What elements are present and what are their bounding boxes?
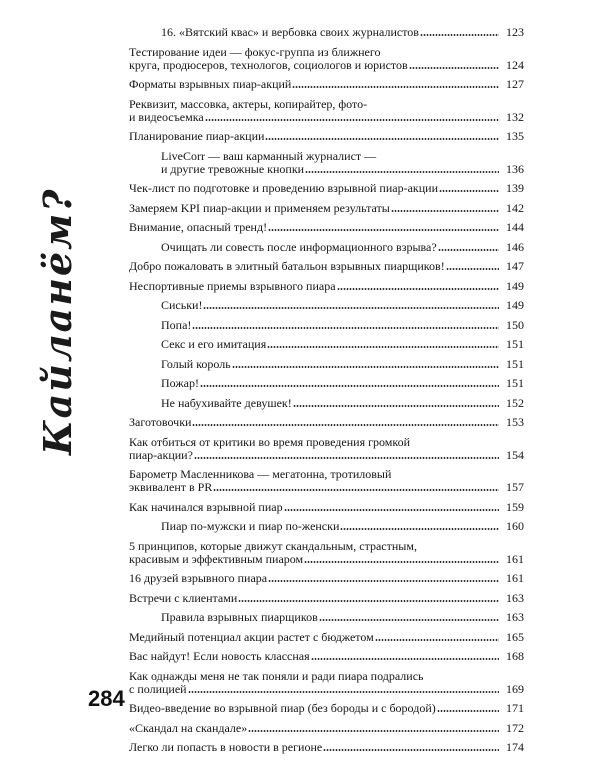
dot-leader [337,288,499,290]
toc-entry [129,280,524,293]
toc-entry [129,670,524,696]
toc-entry-page: 152 [506,395,524,410]
toc-entry-title-line: Форматы взрывных пиар-акций [129,78,292,91]
toc-entry [129,572,524,585]
dot-leader [194,457,499,459]
toc-entry [129,338,524,351]
toc-entry-page: 136 [506,161,524,176]
toc-entry-page: 123 [506,25,524,39]
toc-entry [129,592,524,605]
toc-entry-page: 151 [506,337,524,351]
dot-leader [304,561,499,563]
dot-leader [213,489,499,491]
toc-entry-title-line: «Скандал на скандале» [129,721,248,735]
toc-entry [129,741,524,754]
dot-leader [293,405,499,407]
dot-leader [323,749,499,751]
toc-entry-page: 157 [506,480,524,494]
toc-entry-title-line: Секс и его имитация [161,338,267,351]
toc-entry-title-line: Как отбиться от критики во время проведения громкой [129,434,411,449]
toc-entry-page: 124 [506,57,524,72]
toc-entry [129,468,524,494]
dot-leader [284,509,499,511]
dot-leader [248,730,499,732]
toc-entry-page: 142 [506,200,524,215]
dot-leader [205,119,499,121]
toc-entry-page: 149 [506,298,524,312]
toc-entry-title-line: Очищать ли совесть после информационного взрыва? [161,240,437,254]
toc-entry-page: 149 [506,278,524,293]
toc-entry-title-line: Видео-введение во взрывной пиар (без бороды и с бородой) [129,702,436,715]
dot-leader [292,86,499,88]
toc-entry-title-line: 16 друзей взрывного пиара [129,572,268,585]
toc-entry [129,722,524,735]
toc-entry-title-line: Голый король [161,357,231,371]
toc-entry [129,319,524,332]
toc-entry [129,650,524,663]
dot-leader [268,580,499,582]
toc-entry [129,520,524,533]
toc-entry-title-line: LiveCorr — ваш карманный журналист — [161,148,377,163]
toc-entry-page: 154 [506,447,524,462]
toc-entry-page: 171 [506,701,524,715]
dot-leader [420,34,499,36]
toc-entry-title-line: Тестирование идеи — фокус-группа из ближнего [129,44,381,59]
dot-leader [305,171,499,173]
dot-leader [319,619,499,621]
toc-entry [129,130,524,143]
page-number: 284 [88,686,125,711]
toc-entry-page: 163 [506,610,524,624]
toc-entry-title-line: и другие тревожные кнопки [161,162,305,176]
toc-entry-title-line: Неспортивные приемы взрывного пиара [129,279,336,293]
toc-entry-title-line: Как однажды меня не так поняли и ради пиара подрались [129,668,424,683]
toc-entry-title-line: Пиар по-мужски и пиар по-женски [161,520,340,533]
toc-entry-title-line: круга, продюсеров, технологов, социологов и юристов [129,58,408,72]
dot-leader [446,268,499,270]
side-title: Кайланём? [35,187,80,455]
toc-entry [129,358,524,371]
toc-entry [129,299,524,312]
toc-entry [129,377,524,390]
toc-entry-title-line: Правила взрывных пиарщиков [161,611,318,624]
toc-entry [129,202,524,215]
toc-entry-title-line: Барометр Масленникова — мегатонна, тротиловый [129,467,392,481]
toc-entry [129,611,524,624]
toc-entry-title-line: Чек-лист по подготовке и проведению взрывной пиар-акции [129,182,439,195]
toc-entry-title-line: Встречи с клиентами [129,591,238,605]
toc-entry-title-line: Заготовочки [129,416,192,429]
toc-entry-page: 161 [506,551,524,566]
toc-entry-page: 135 [506,129,524,143]
toc-entry-title-line: 5 принципов, которые движут скандальным, страстным, [129,538,417,553]
toc-entry-title-line: Замеряем KPI пиар-акции и применяем результаты [129,201,390,215]
toc-entry-page: 147 [506,259,524,273]
toc-entry-page: 151 [506,356,524,371]
toc-entry-title-line: Попа! [161,318,192,332]
toc-entry [129,260,524,273]
dot-leader [203,307,499,309]
toc-entry [129,241,524,254]
toc-entry-page: 159 [506,499,524,514]
toc-entry-title-line: эквивалент в PR [129,481,213,494]
toc-entry-page: 163 [506,590,524,605]
toc-entry-title-line: Планирование пиар-акции [129,130,265,143]
toc-entry [129,540,524,566]
dot-leader [439,190,499,192]
toc-entry-title-line: с полицией [129,682,187,696]
toc-entry-title-line: Как начинался взрывной пиар [129,500,283,514]
toc-entry [129,416,524,429]
toc-entry-page: 165 [506,629,524,644]
toc-entry-page: 161 [506,571,524,585]
toc-entry [129,702,524,715]
dot-leader [232,366,499,368]
toc-entry-title-line: Вас найдут! Если новость классная [129,650,310,663]
toc-entry [129,150,524,176]
toc-entry [129,46,524,72]
dot-leader [391,210,499,212]
toc-entry [129,98,524,124]
dot-leader [340,528,499,530]
toc-entry-page: 168 [506,649,524,663]
toc-entry-page: 172 [506,720,524,735]
dot-leader [188,691,499,693]
toc-entry-title-line: Добро пожаловать в элитный батальон взрывных пиарщиков! [129,260,445,273]
dot-leader [192,424,499,426]
toc-entry-page: 151 [506,376,524,390]
toc-entry-page: 169 [506,681,524,696]
dot-leader [267,346,499,348]
toc-entry-page: 127 [506,77,524,91]
toc-entry-title-line: пиар-акции? [129,448,193,462]
toc-entry [129,221,524,234]
toc-entry [129,397,524,410]
toc-entry-title-line: Медийный потенциал акции растет с бюджетом [129,630,374,644]
toc-entry-title-line: Пожар! [161,377,199,390]
toc-entry-page: 153 [506,415,524,429]
dot-leader [409,67,499,69]
toc-entry [129,631,524,644]
toc-entry-page: 150 [506,317,524,332]
toc-entry-page: 139 [506,181,524,195]
dot-leader [238,600,499,602]
toc-entry-title-line: 16. «Вятский квас» и вербовка своих журналистов [161,26,419,39]
toc-entry-title-line: Легко ли попасть в новости в регионе [129,741,323,754]
toc-entry [129,501,524,514]
dot-leader [375,639,499,641]
toc-entry [129,78,524,91]
toc-entry-page: 160 [506,519,524,533]
toc-entry-title-line: Сиськи! [161,299,203,312]
toc-entry-page: 132 [506,109,524,124]
toc-entry-title-line: красивым и эффективным пиаром [129,552,304,566]
dot-leader [437,710,499,712]
toc-entry-title-line: и видеосъемка [129,110,204,124]
dot-leader [192,327,499,329]
dot-leader [438,249,499,251]
toc-entry-page: 174 [506,740,524,754]
toc-entry [129,436,524,462]
table-of-contents [129,26,524,761]
dot-leader [200,385,499,387]
toc-entry-title-line: Не набухивайте девушек! [161,396,292,410]
dot-leader [268,229,499,231]
toc-entry [129,182,524,195]
toc-entry-title-line: Реквизит, массовка, актеры, копирайтер, фото- [129,96,368,111]
toc-entry-page: 144 [506,220,524,234]
dot-leader [265,138,499,140]
toc-entry [129,26,524,39]
toc-entry-page: 146 [506,239,524,254]
dot-leader [311,658,499,660]
toc-entry-title-line: Внимание, опасный тренд! [129,221,268,234]
